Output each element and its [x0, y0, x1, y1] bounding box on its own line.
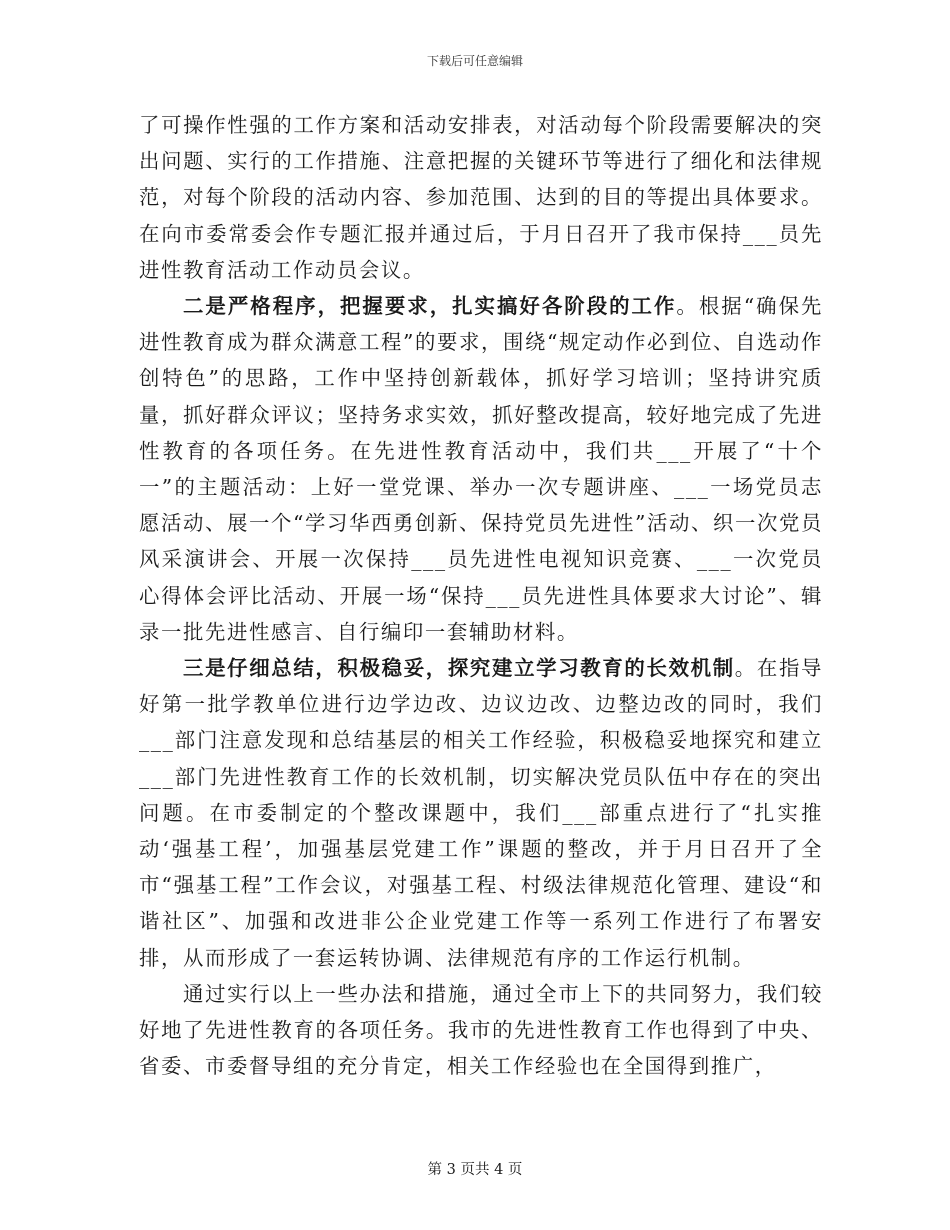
- paragraph-heading: 二是严格程序，把握要求，扎实搞好各阶段的工作: [183, 294, 677, 319]
- paragraph-continuation: [139, 107, 823, 288]
- paragraph-text: 。在指导好第一批学教单位进行边学边改、边议边改、边整边改的同时，我们___部门注意发现和总结基层的相关工作经验，积极稳妥地探究和建立___部门先进性教育工作的长效机制，切实解决党员队伍中存在的突出问题。在市委制定的个整改课题中，我们___部重点进行了“扎实推动‘强基工程’，加强基层党建工作”课题的整改，并于月日召开了全市“强基工程”工作会议，对强基工程、村级法律规范化管理、建设“和谐社区”、加强和改进非公企业党建工作等一系列工作进行了布署安排，从而形成了一套运转协调、法律规范有序的工作运行机制。: [139, 656, 824, 970]
- paragraph-text: 通过实行以上一些办法和措施，通过全市上下的共同努力，我们较好地了先进性教育的各项任务。我市的先进性教育工作也得到了中央、省委、市委督导组的充分肯定，相关工作经验也在全国得到推广，: [139, 981, 823, 1079]
- paragraph-text: 。根据“确保先进性教育成为群众满意工程”的要求，围绕“规定动作必到位、自选动作创特色”的思路，工作中坚持创新载体，抓好学习培训；坚持讲究质量，抓好群众评议；坚持务求实效，抓好整改提高，较好地完成了先进性教育的各项任务。在先进性教育活动中，我们共___开展了“十个一”的主题活动：上好一堂党课、举办一次专题讲座、___一场党员志愿活动、展一个“学习华西勇创新、保持党员先进性”活动、织一次党员风采演讲会、开展一次保持___员先进性电视知识竞赛、___一次党员心得体会评比活动、开展一场“保持___员先进性具体要求大讨论”、辑录一批先进性感言、自行编印一套辅助材料。: [139, 294, 823, 644]
- page-header: 下载后可任意编辑: [426, 54, 523, 68]
- paragraph-procedure: [139, 288, 823, 650]
- paragraph-summary-mechanism: [139, 650, 823, 976]
- paragraph-text: 了可操作性强的工作方案和活动安排表，对活动每个阶段需要解决的突出问题、实行的工作措施、注意把握的关键环节等进行了细化和法律规范，对每个阶段的活动内容、参加范围、达到的目的等提出具体要求。在向市委常委会作专题汇报并通过后，于月日召开了我市保持___员先进性教育活动工作动员会议。: [139, 113, 823, 282]
- paragraph-results: [139, 976, 823, 1085]
- page-number: 第 3 页共 4 页: [427, 1162, 523, 1178]
- document-body: [139, 107, 823, 1084]
- paragraph-heading: 三是仔细总结，积极稳妥，探究建立学习教育的长效机制: [183, 656, 735, 681]
